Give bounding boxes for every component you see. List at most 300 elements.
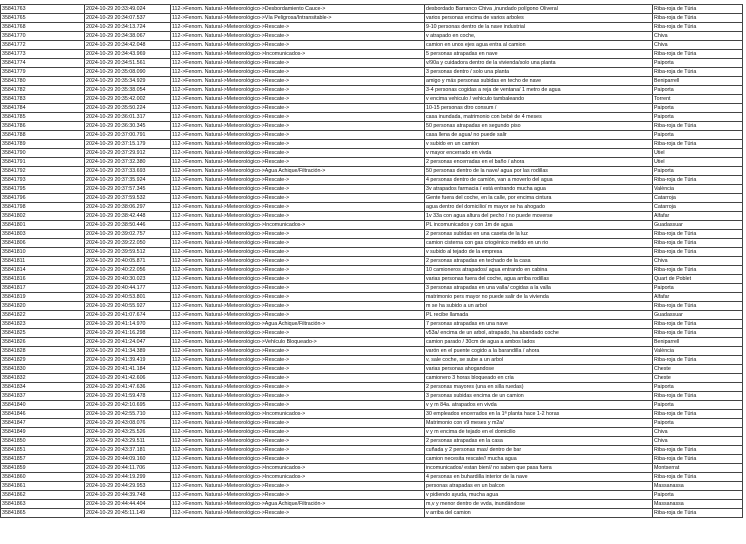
timestamp-cell: 2024-10-29 20:41:47.636 <box>85 383 171 392</box>
timestamp-cell: 2024-10-29 20:41:14.970 <box>85 320 171 329</box>
description-cell: 2 personas mayores (una en silla ruedas) <box>425 383 653 392</box>
incident-id-cell: 35841765 <box>1 14 85 23</box>
description-cell: 2 personas subidas en una caseta de la luz <box>425 230 653 239</box>
table-row <box>1 149 743 158</box>
table-row <box>1 428 743 437</box>
timestamp-cell: 2024-10-29 20:35:50.224 <box>85 104 171 113</box>
description-cell: v pidiendo ayuda, mucha agua <box>425 491 653 500</box>
incident-id-cell: 35841832 <box>1 374 85 383</box>
municipality-cell: Paiporta <box>653 86 743 95</box>
table-row <box>1 59 743 68</box>
timestamp-cell: 2024-10-29 20:36:01.317 <box>85 113 171 122</box>
category-cell: 112->Fenom. Natural->Meteorológico->Rescate-> <box>171 248 425 257</box>
timestamp-cell: 2024-10-29 20:41:07.674 <box>85 311 171 320</box>
category-cell: 112->Fenom. Natural->Meteorológico->Rescate-> <box>171 257 425 266</box>
timestamp-cell: 2024-10-29 20:35:42.002 <box>85 95 171 104</box>
timestamp-cell: 2024-10-29 20:33:49.024 <box>85 5 171 14</box>
description-cell: camion en unos ejes agua entra al camion <box>425 41 653 50</box>
municipality-cell: València <box>653 347 743 356</box>
description-cell: incomunicados/ estan bien// no saben que pasa fuera <box>425 464 653 473</box>
timestamp-cell: 2024-10-29 20:41:39.419 <box>85 356 171 365</box>
municipality-cell: Riba-roja de Túria <box>653 23 743 32</box>
municipality-cell: Massanassa <box>653 500 743 509</box>
table-row <box>1 167 743 176</box>
municipality-cell: Paiporta <box>653 131 743 140</box>
timestamp-cell: 2024-10-29 20:38:50.446 <box>85 221 171 230</box>
municipality-cell: Guadassuar <box>653 311 743 320</box>
table-row <box>1 320 743 329</box>
table-row <box>1 491 743 500</box>
timestamp-cell: 2024-10-29 20:41:34.389 <box>85 347 171 356</box>
timestamp-cell: 2024-10-29 20:39:59.512 <box>85 248 171 257</box>
municipality-cell: Riba-roja de Túria <box>653 248 743 257</box>
table-row <box>1 464 743 473</box>
municipality-cell: Riba-roja de Túria <box>653 392 743 401</box>
table-row <box>1 275 743 284</box>
incident-id-cell: 35841806 <box>1 239 85 248</box>
category-cell: 112->Fenom. Natural->Meteorológico->Rescate-> <box>171 446 425 455</box>
timestamp-cell: 2024-10-29 20:43:08.076 <box>85 419 171 428</box>
timestamp-cell: 2024-10-29 20:37:59.532 <box>85 194 171 203</box>
description-cell: 10-15 personas dtro consum / <box>425 104 653 113</box>
category-cell: 112->Fenom. Natural->Meteorológico->Rescate-> <box>171 419 425 428</box>
description-cell: matrimonio pers mayor no puede salir de la vivienda <box>425 293 653 302</box>
municipality-cell: Paiporta <box>653 383 743 392</box>
table-row <box>1 194 743 203</box>
table-row <box>1 284 743 293</box>
municipality-cell: Riba-roja de Túria <box>653 302 743 311</box>
table-row <box>1 338 743 347</box>
table-row <box>1 473 743 482</box>
description-cell: camion parado / 30cm de agua a ambos lados <box>425 338 653 347</box>
timestamp-cell: 2024-10-29 20:41:16.298 <box>85 329 171 338</box>
category-cell: 112->Fenom. Natural->Meteorológico->Rescate-> <box>171 122 425 131</box>
municipality-cell: Riba-roja de Túria <box>653 140 743 149</box>
incident-id-cell: 35841825 <box>1 329 85 338</box>
table-row <box>1 401 743 410</box>
table-row <box>1 293 743 302</box>
description-cell: 2 personas atrapadas en la casa <box>425 437 653 446</box>
incident-id-cell: 35841817 <box>1 284 85 293</box>
description-cell: v y m encima de tejado en el domicilio <box>425 428 653 437</box>
description-cell: 2 personas encerradas en el baño / ahora <box>425 158 653 167</box>
description-cell: 3v atrapados farmacia / está entrando mucha agua <box>425 185 653 194</box>
description-cell: v mayor encerrado en vivda <box>425 149 653 158</box>
municipality-cell: Beniparrell <box>653 338 743 347</box>
incident-id-cell: 35841795 <box>1 185 85 194</box>
description-cell: agua dentro del domicilio/ m mayor se ha ahogado <box>425 203 653 212</box>
table-row <box>1 266 743 275</box>
table-row <box>1 50 743 59</box>
table-row <box>1 248 743 257</box>
incident-id-cell: 35841816 <box>1 275 85 284</box>
category-cell: 112->Fenom. Natural->Meteorológico->Rescate-> <box>171 41 425 50</box>
incident-id-cell: 35841770 <box>1 32 85 41</box>
timestamp-cell: 2024-10-29 20:40:55.927 <box>85 302 171 311</box>
table-row <box>1 95 743 104</box>
table-row <box>1 68 743 77</box>
timestamp-cell: 2024-10-29 20:34:38.067 <box>85 32 171 41</box>
description-cell: v subido en un camion <box>425 140 653 149</box>
table-row <box>1 329 743 338</box>
timestamp-cell: 2024-10-29 20:41:42.606 <box>85 374 171 383</box>
timestamp-cell: 2024-10-29 20:37:35.924 <box>85 176 171 185</box>
description-cell: 3 personas atrapadas en una valla/ cogidas a la valla <box>425 284 653 293</box>
description-cell: 4 personas dentro de camión, van a moverlo del agua <box>425 176 653 185</box>
incident-id-cell: 35841789 <box>1 140 85 149</box>
table-row <box>1 446 743 455</box>
description-cell: casa llena de agua/ no puede salir <box>425 131 653 140</box>
description-cell: 7 personas atrapadas en una nave <box>425 320 653 329</box>
timestamp-cell: 2024-10-29 20:40:30.023 <box>85 275 171 284</box>
timestamp-cell: 2024-10-29 20:41:59.478 <box>85 392 171 401</box>
description-cell: v53a/ encima de un arbol, atrapado, ha abandado coche <box>425 329 653 338</box>
description-cell: 2 personas atrapadas en techado de la casa <box>425 257 653 266</box>
description-cell: 5 personas atrapadas en nave <box>425 50 653 59</box>
municipality-cell: Beniparrell <box>653 77 743 86</box>
description-cell: desbordado Barranco Chiva ,inundado polígono Oliveral <box>425 5 653 14</box>
description-cell: 1v 33a con agua altura del pecho / no puede moverse <box>425 212 653 221</box>
table-row <box>1 5 743 14</box>
category-cell: 112->Fenom. Natural->Meteorológico->Rescate-> <box>171 482 425 491</box>
timestamp-cell: 2024-10-29 20:34:43.969 <box>85 50 171 59</box>
timestamp-cell: 2024-10-29 20:43:25.526 <box>85 428 171 437</box>
timestamp-cell: 2024-10-29 20:36:30.345 <box>85 122 171 131</box>
category-cell: 112->Fenom. Natural->Meteorológico->Agua Achique/Filtración-> <box>171 167 425 176</box>
incident-id-cell: 35841830 <box>1 365 85 374</box>
incident-id-cell: 35841847 <box>1 419 85 428</box>
category-cell: 112->Fenom. Natural->Meteorológico->Rescate-> <box>171 491 425 500</box>
municipality-cell: Paiporta <box>653 59 743 68</box>
municipality-cell: Riba-roja de Túria <box>653 230 743 239</box>
municipality-cell: Chiva <box>653 428 743 437</box>
municipality-cell: Riba-roja de Túria <box>653 239 743 248</box>
table-row <box>1 374 743 383</box>
incident-id-cell: 35841810 <box>1 248 85 257</box>
timestamp-cell: 2024-10-29 20:34:51.561 <box>85 59 171 68</box>
table-row <box>1 212 743 221</box>
timestamp-cell: 2024-10-29 20:37:15.179 <box>85 140 171 149</box>
category-cell: 112->Fenom. Natural->Meteorológico->Rescate-> <box>171 509 425 518</box>
description-cell: varón en el puente cogido a la barandilla / ahora <box>425 347 653 356</box>
incident-id-cell: 35841772 <box>1 41 85 50</box>
category-cell: 112->Fenom. Natural->Meteorológico->Rescate-> <box>171 455 425 464</box>
incident-id-cell: 35841820 <box>1 302 85 311</box>
timestamp-cell: 2024-10-29 20:44:11.706 <box>85 464 171 473</box>
incident-id-cell: 35841803 <box>1 230 85 239</box>
category-cell: 112->Fenom. Natural->Meteorológico->Rescate-> <box>171 302 425 311</box>
description-cell: 9-10 personas dentro de la nave industrial <box>425 23 653 32</box>
table-row <box>1 185 743 194</box>
municipality-cell: Utiel <box>653 149 743 158</box>
timestamp-cell: 2024-10-29 20:37:32.380 <box>85 158 171 167</box>
municipality-cell: Riba-roja de Túria <box>653 266 743 275</box>
description-cell: v/90a y cuidadora dentro de la vivienda/solo una planta <box>425 59 653 68</box>
description-cell: varias personas ahogandose <box>425 365 653 374</box>
category-cell: 112->Fenom. Natural->Meteorológico->Rescate-> <box>171 383 425 392</box>
municipality-cell: Riba-roja de Túria <box>653 50 743 59</box>
table-row <box>1 41 743 50</box>
description-cell: camion cisterna con gas criogénico metido en un rio <box>425 239 653 248</box>
timestamp-cell: 2024-10-29 20:35:38.054 <box>85 86 171 95</box>
timestamp-cell: 2024-10-29 20:39:22.050 <box>85 239 171 248</box>
table-row <box>1 419 743 428</box>
category-cell: 112->Fenom. Natural->Meteorológico->Rescate-> <box>171 356 425 365</box>
municipality-cell: Riba-roja de Túria <box>653 509 743 518</box>
incident-id-cell: 35841863 <box>1 500 85 509</box>
description-cell: amigo y más personas subidas en techo de nave <box>425 77 653 86</box>
table-row <box>1 86 743 95</box>
incident-id-cell: 35841779 <box>1 68 85 77</box>
incident-id-cell: 35841826 <box>1 338 85 347</box>
category-cell: 112->Fenom. Natural->Meteorológico->Rescate-> <box>171 113 425 122</box>
description-cell: m se ha subido a un arbol <box>425 302 653 311</box>
incident-id-cell: 35841801 <box>1 221 85 230</box>
incident-id-cell: 35841849 <box>1 428 85 437</box>
timestamp-cell: 2024-10-29 20:37:33.693 <box>85 167 171 176</box>
incident-id-cell: 35841860 <box>1 473 85 482</box>
incident-id-cell: 35841783 <box>1 95 85 104</box>
municipality-cell: Riba-roja de Túria <box>653 446 743 455</box>
description-cell: v arriba del camion <box>425 509 653 518</box>
category-cell: 112->Fenom. Natural->Meteorológico->Rescate-> <box>171 329 425 338</box>
category-cell: 112->Fenom. Natural->Meteorológico->Incomunicados-> <box>171 464 425 473</box>
incident-id-cell: 35841851 <box>1 446 85 455</box>
timestamp-cell: 2024-10-29 20:40:05.871 <box>85 257 171 266</box>
timestamp-cell: 2024-10-29 20:44:19.299 <box>85 473 171 482</box>
category-cell: 112->Fenom. Natural->Meteorológico->Rescate-> <box>171 437 425 446</box>
timestamp-cell: 2024-10-29 20:42:55.710 <box>85 410 171 419</box>
description-cell: 3 personas dentro / solo una planta <box>425 68 653 77</box>
municipality-cell: Riba-roja de Túria <box>653 410 743 419</box>
municipality-cell: Paiporta <box>653 113 743 122</box>
municipality-cell: Catarroja <box>653 203 743 212</box>
incident-id-cell: 35841814 <box>1 266 85 275</box>
category-cell: 112->Fenom. Natural->Meteorológico->Incomunicados-> <box>171 221 425 230</box>
table-row <box>1 239 743 248</box>
municipality-cell: Massanassa <box>653 482 743 491</box>
table-row <box>1 347 743 356</box>
category-cell: 112->Fenom. Natural->Meteorológico->Vía Peligrosa/Intransitable-> <box>171 14 425 23</box>
incident-table <box>0 4 743 518</box>
table-row <box>1 122 743 131</box>
category-cell: 112->Fenom. Natural->Meteorológico->Rescate-> <box>171 59 425 68</box>
incident-id-cell: 35841834 <box>1 383 85 392</box>
description-cell: 4 personas en buhardilla interior de la nave <box>425 473 653 482</box>
timestamp-cell: 2024-10-29 20:40:22.056 <box>85 266 171 275</box>
timestamp-cell: 2024-10-29 20:34:42.048 <box>85 41 171 50</box>
table-row <box>1 176 743 185</box>
incident-id-cell: 35841846 <box>1 410 85 419</box>
municipality-cell: Chiva <box>653 437 743 446</box>
incident-id-cell: 35841857 <box>1 455 85 464</box>
incident-id-cell: 35841773 <box>1 50 85 59</box>
timestamp-cell: 2024-10-29 20:37:57.345 <box>85 185 171 194</box>
category-cell: 112->Fenom. Natural->Meteorológico->Desbordamiento Cauce-> <box>171 5 425 14</box>
incident-id-cell: 35841840 <box>1 401 85 410</box>
incident-id-cell: 35841786 <box>1 122 85 131</box>
category-cell: 112->Fenom. Natural->Meteorológico->Rescate-> <box>171 176 425 185</box>
municipality-cell: Utiel <box>653 158 743 167</box>
incident-id-cell: 35841780 <box>1 77 85 86</box>
incident-id-cell: 35841798 <box>1 203 85 212</box>
description-cell: 3 personas subidas encima de un camion <box>425 392 653 401</box>
table-row <box>1 32 743 41</box>
incident-id-cell: 35841796 <box>1 194 85 203</box>
timestamp-cell: 2024-10-29 20:40:44.177 <box>85 284 171 293</box>
category-cell: 112->Fenom. Natural->Meteorológico->Rescate-> <box>171 212 425 221</box>
category-cell: 112->Fenom. Natural->Meteorológico->Rescate-> <box>171 68 425 77</box>
description-cell: 50 personas atrapadas en segundo piso <box>425 122 653 131</box>
incident-table-body <box>1 5 743 518</box>
municipality-cell: Guadassuar <box>653 221 743 230</box>
municipality-cell: Riba-roja de Túria <box>653 329 743 338</box>
table-row <box>1 509 743 518</box>
incident-id-cell: 35841788 <box>1 131 85 140</box>
timestamp-cell: 2024-10-29 20:35:34.929 <box>85 77 171 86</box>
description-cell: camionero 3 horas bloqueado en cría <box>425 374 653 383</box>
table-row <box>1 158 743 167</box>
timestamp-cell: 2024-10-29 20:43:37.181 <box>85 446 171 455</box>
description-cell: m,v y menor dentro de vvda, inundándose <box>425 500 653 509</box>
incident-id-cell: 35841811 <box>1 257 85 266</box>
municipality-cell: Riba-roja de Túria <box>653 176 743 185</box>
description-cell: varias personas fuera del coche, agua arriba rodillas <box>425 275 653 284</box>
table-row <box>1 23 743 32</box>
municipality-cell: Chiva <box>653 41 743 50</box>
description-cell: camion necesita rescate// mucha agua <box>425 455 653 464</box>
incident-id-cell: 35841829 <box>1 356 85 365</box>
table-row <box>1 221 743 230</box>
table-row <box>1 131 743 140</box>
timestamp-cell: 2024-10-29 20:45:11.149 <box>85 509 171 518</box>
timestamp-cell: 2024-10-29 20:38:42.448 <box>85 212 171 221</box>
table-row <box>1 14 743 23</box>
category-cell: 112->Fenom. Natural->Meteorológico->Rescate-> <box>171 365 425 374</box>
incident-id-cell: 35841790 <box>1 149 85 158</box>
category-cell: 112->Fenom. Natural->Meteorológico->Rescate-> <box>171 203 425 212</box>
category-cell: 112->Fenom. Natural->Meteorológico->Incomunicados-> <box>171 410 425 419</box>
incident-id-cell: 35841865 <box>1 509 85 518</box>
category-cell: 112->Fenom. Natural->Meteorológico->Incomunicados-> <box>171 473 425 482</box>
category-cell: 112->Fenom. Natural->Meteorológico->Rescate-> <box>171 140 425 149</box>
timestamp-cell: 2024-10-29 20:42:10.695 <box>85 401 171 410</box>
category-cell: 112->Fenom. Natural->Meteorológico->Rescate-> <box>171 32 425 41</box>
category-cell: 112->Fenom. Natural->Meteorológico->Rescate-> <box>171 194 425 203</box>
timestamp-cell: 2024-10-29 20:44:29.953 <box>85 482 171 491</box>
description-cell: PL incomunicados y con 1m de agua <box>425 221 653 230</box>
category-cell: 112->Fenom. Natural->Meteorológico->Rescate-> <box>171 266 425 275</box>
table-row <box>1 104 743 113</box>
table-row <box>1 230 743 239</box>
incident-id-cell: 35841861 <box>1 482 85 491</box>
incident-id-cell: 35841859 <box>1 464 85 473</box>
incident-id-cell: 35841822 <box>1 311 85 320</box>
category-cell: 112->Fenom. Natural->Meteorológico->Rescate-> <box>171 131 425 140</box>
incident-id-cell: 35841828 <box>1 347 85 356</box>
municipality-cell: Cheste <box>653 374 743 383</box>
table-row <box>1 302 743 311</box>
municipality-cell: Paiporta <box>653 419 743 428</box>
category-cell: 112->Fenom. Natural->Meteorológico->Rescate-> <box>171 77 425 86</box>
table-row <box>1 140 743 149</box>
category-cell: 112->Fenom. Natural->Meteorológico->Rescate-> <box>171 428 425 437</box>
incident-id-cell: 35841862 <box>1 491 85 500</box>
incident-id-cell: 35841850 <box>1 437 85 446</box>
description-cell: casa inundada, matrimonio con bebé de 4 meses <box>425 113 653 122</box>
description-cell: 30 empleados encerrados en la 1ª planta hace 1-2 horas <box>425 410 653 419</box>
municipality-cell: Paiporta <box>653 104 743 113</box>
municipality-cell: Alfafar <box>653 212 743 221</box>
category-cell: 112->Fenom. Natural->Meteorológico->Rescate-> <box>171 401 425 410</box>
municipality-cell: Riba-roja de Túria <box>653 5 743 14</box>
category-cell: 112->Fenom. Natural->Meteorológico->Rescate-> <box>171 284 425 293</box>
municipality-cell: Chiva <box>653 32 743 41</box>
timestamp-cell: 2024-10-29 20:35:08.090 <box>85 68 171 77</box>
municipality-cell: Paiporta <box>653 491 743 500</box>
table-row <box>1 77 743 86</box>
incident-id-cell: 35841802 <box>1 212 85 221</box>
category-cell: 112->Fenom. Natural->Meteorológico->Rescate-> <box>171 158 425 167</box>
category-cell: 112->Fenom. Natural->Meteorológico->Rescate-> <box>171 23 425 32</box>
incident-id-cell: 35841823 <box>1 320 85 329</box>
table-row <box>1 392 743 401</box>
municipality-cell: Riba-roja de Túria <box>653 473 743 482</box>
incident-id-cell: 35841774 <box>1 59 85 68</box>
timestamp-cell: 2024-10-29 20:34:07.537 <box>85 14 171 23</box>
category-cell: 112->Fenom. Natural->Meteorológico->Rescate-> <box>171 95 425 104</box>
table-row <box>1 257 743 266</box>
description-cell: PL recibe llamada <box>425 311 653 320</box>
table-row <box>1 455 743 464</box>
category-cell: 112->Fenom. Natural->Meteorológico->Incomunicados-> <box>171 50 425 59</box>
municipality-cell: Montserrat <box>653 464 743 473</box>
incident-id-cell: 35841819 <box>1 293 85 302</box>
municipality-cell: Torrent <box>653 95 743 104</box>
category-cell: 112->Fenom. Natural->Meteorológico->Rescate-> <box>171 374 425 383</box>
incident-id-cell: 35841791 <box>1 158 85 167</box>
incident-id-cell: 35841768 <box>1 23 85 32</box>
category-cell: 112->Fenom. Natural->Meteorológico->Agua Achique/Filtración-> <box>171 320 425 329</box>
category-cell: 112->Fenom. Natural->Meteorológico->Rescate-> <box>171 293 425 302</box>
timestamp-cell: 2024-10-29 20:39:02.757 <box>85 230 171 239</box>
category-cell: 112->Fenom. Natural->Meteorológico->Rescate-> <box>171 392 425 401</box>
timestamp-cell: 2024-10-29 20:37:29.912 <box>85 149 171 158</box>
category-cell: 112->Fenom. Natural->Meteorológico->Rescate-> <box>171 86 425 95</box>
municipality-cell: Chiva <box>653 257 743 266</box>
incident-id-cell: 35841785 <box>1 113 85 122</box>
incident-id-cell: 35841784 <box>1 104 85 113</box>
incident-id-cell: 35841782 <box>1 86 85 95</box>
description-cell: Gente fuera del coche, en la calle, por encima cintura <box>425 194 653 203</box>
timestamp-cell: 2024-10-29 20:37:00.791 <box>85 131 171 140</box>
description-cell: varios personas encima de varios arboles <box>425 14 653 23</box>
table-row <box>1 482 743 491</box>
timestamp-cell: 2024-10-29 20:44:09.160 <box>85 455 171 464</box>
category-cell: 112->Fenom. Natural->Meteorológico->Rescate-> <box>171 347 425 356</box>
table-row <box>1 365 743 374</box>
table-row <box>1 500 743 509</box>
description-cell: v atrapado en coche, <box>425 32 653 41</box>
incident-id-cell: 35841837 <box>1 392 85 401</box>
description-cell: cuñada y 2 personas mas/ dentro de bar <box>425 446 653 455</box>
municipality-cell: Quart de Poblet <box>653 275 743 284</box>
municipality-cell: Cheste <box>653 365 743 374</box>
timestamp-cell: 2024-10-29 20:41:41.184 <box>85 365 171 374</box>
incident-id-cell: 35841793 <box>1 176 85 185</box>
category-cell: 112->Fenom. Natural->Meteorológico->Agua Achique/Filtración-> <box>171 500 425 509</box>
category-cell: 112->Fenom. Natural->Meteorológico->Rescate-> <box>171 311 425 320</box>
